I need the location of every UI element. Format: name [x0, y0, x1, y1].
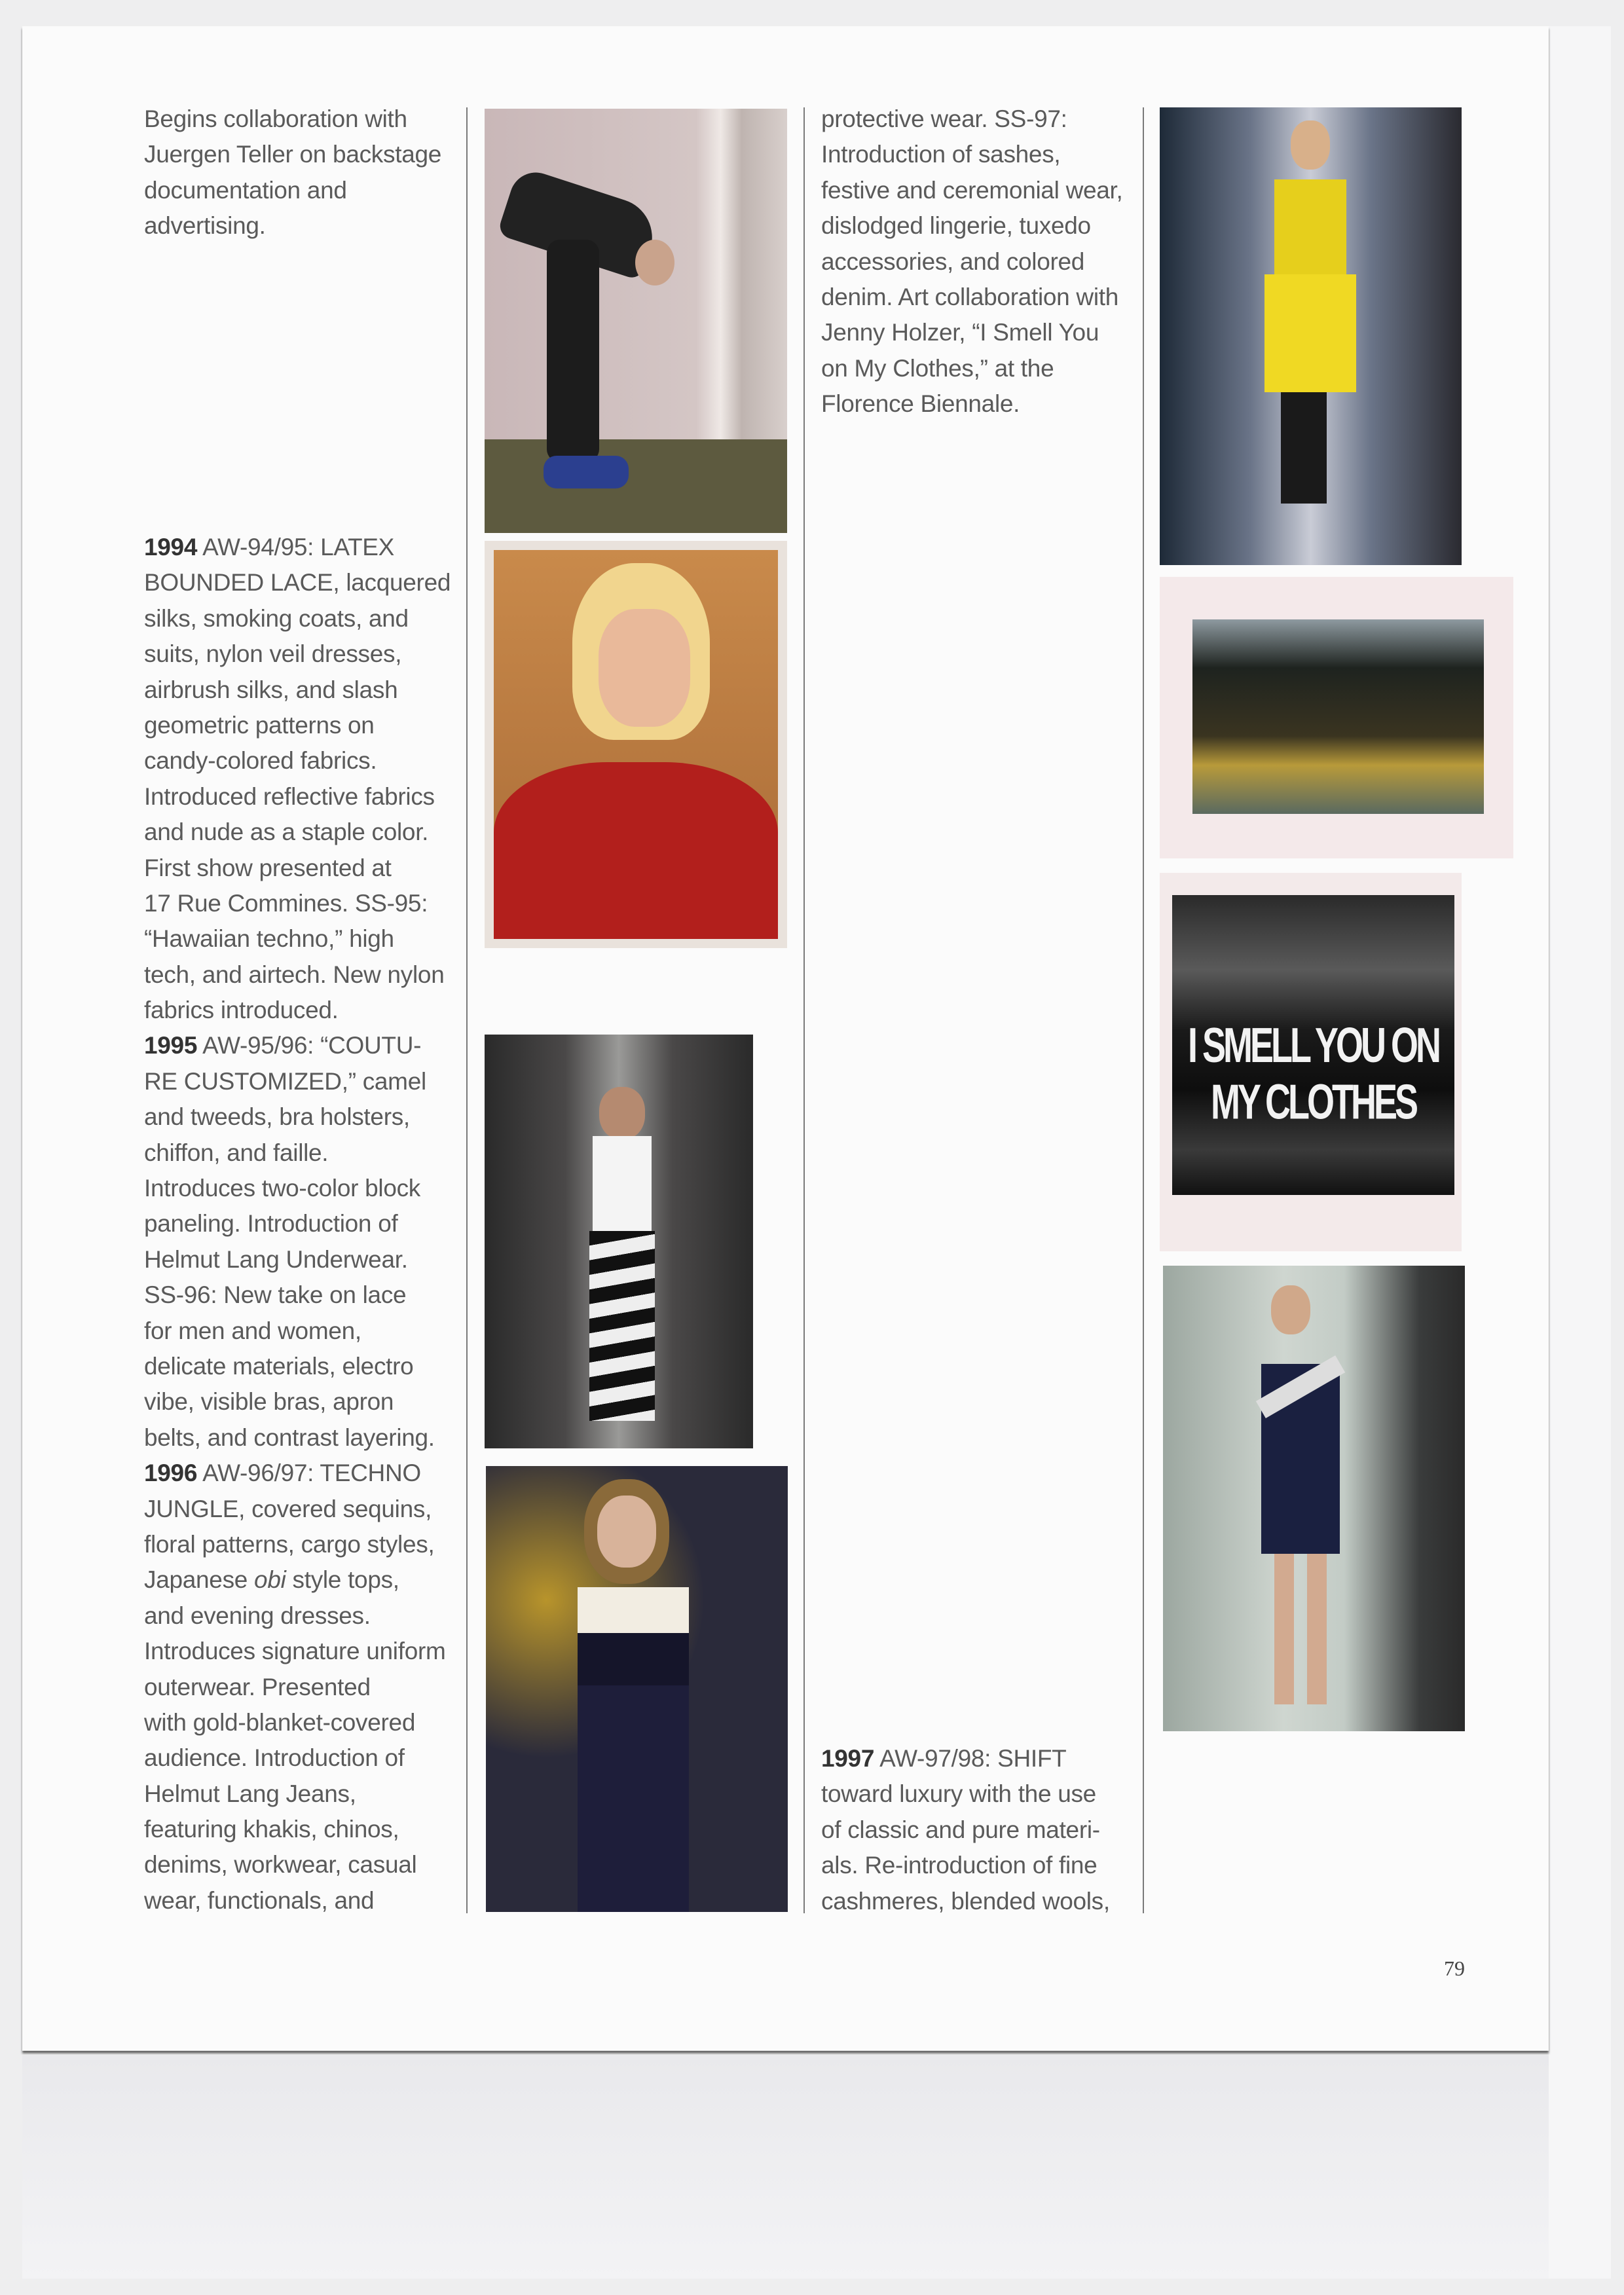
photo-runway-yellow-dress — [1160, 107, 1462, 565]
text-line — [821, 1776, 1110, 1812]
text-segment: Introduced reflective fabrics — [144, 782, 435, 810]
text-segment: 17 Rue Commines. SS-95: — [144, 889, 428, 917]
text-line — [144, 636, 451, 672]
text-line — [821, 315, 1123, 350]
text-segment: denim. Art collaboration with — [821, 283, 1119, 310]
text-segment: AW-94/95: LATEX — [197, 534, 395, 560]
text-line — [821, 351, 1123, 386]
text-line — [144, 921, 451, 957]
text-line — [144, 1847, 451, 1882]
text-line — [144, 1242, 451, 1277]
page-number: 79 — [1444, 1956, 1465, 1980]
year-label: 1997 — [821, 1745, 875, 1772]
text-segment: of classic and pure materi- — [821, 1816, 1100, 1843]
text-line — [144, 1812, 451, 1847]
text-line — [821, 1812, 1110, 1848]
text-line — [144, 1598, 451, 1634]
text-line — [144, 993, 451, 1028]
text-line: Begins collaboration with — [144, 105, 407, 132]
text-segment: festive and ceremonial wear, — [821, 176, 1123, 204]
photo-audience-gold-blankets — [1192, 619, 1484, 814]
text-segment: protective wear. SS-97: — [821, 105, 1067, 132]
text-line — [144, 1883, 451, 1919]
text-segment: First show presented at — [144, 854, 392, 881]
text-segment: suits, nylon veil dresses, — [144, 640, 402, 668]
photo-audience-gold-blankets-frame — [1160, 577, 1513, 858]
text-line — [144, 672, 451, 708]
text-segment: wear, functionals, and — [144, 1886, 375, 1914]
text-segment: toward luxury with the use — [821, 1780, 1096, 1808]
text-line — [144, 565, 451, 600]
text-segment: with gold-blanket-covered — [144, 1708, 416, 1736]
text-line — [144, 1527, 451, 1562]
text-line — [144, 1776, 451, 1812]
text-line — [144, 530, 451, 565]
text-line — [144, 1277, 451, 1313]
text-segment: and evening dresses. — [144, 1602, 371, 1629]
text-line — [144, 1670, 451, 1705]
text-line — [821, 244, 1123, 280]
text-line — [144, 1634, 451, 1669]
text-segment: on My Clothes,” at the — [821, 354, 1054, 382]
text-line — [821, 1884, 1110, 1919]
text-segment: JUNGLE, covered sequins, — [144, 1495, 432, 1522]
year-label: 1996 — [144, 1460, 198, 1487]
column-divider — [466, 107, 468, 1913]
text-segment: floral patterns, cargo styles, — [144, 1530, 435, 1558]
text-segment: AW-97/98: SHIFT — [874, 1745, 1067, 1772]
text-line — [144, 1099, 451, 1135]
text-line — [144, 851, 451, 886]
text-line — [144, 601, 451, 636]
text-line — [144, 1562, 451, 1598]
photo-blonde-model-red-top — [485, 541, 787, 948]
text-segment: outerwear. Presented — [144, 1673, 371, 1700]
text-segment: Helmut Lang Underwear. — [144, 1245, 408, 1273]
column-divider — [1143, 107, 1144, 1913]
text-segment: featuring khakis, chinos, — [144, 1816, 399, 1843]
text-line — [144, 1740, 451, 1776]
text-line — [144, 1171, 451, 1206]
text-segment: AW-95/96: “COUTU- — [197, 1032, 422, 1059]
text-line — [821, 173, 1123, 208]
column1-timeline-text — [144, 530, 451, 1919]
scan-background — [22, 2056, 1611, 2279]
text-line — [821, 101, 1123, 137]
text-segment: airbrush silks, and slash — [144, 676, 398, 703]
text-segment: Helmut Lang Jeans, — [144, 1780, 356, 1807]
text-line: documentation and — [144, 176, 347, 204]
photo-runway-navy-dress — [1163, 1266, 1465, 1731]
text-segment: paneling. Introduction of — [144, 1210, 398, 1238]
text-line — [144, 708, 451, 743]
column-divider — [803, 107, 805, 1913]
text-segment: Introduces two-color block — [144, 1175, 421, 1202]
text-segment: fabrics introduced. — [144, 997, 339, 1024]
text-line — [144, 1349, 451, 1384]
text-line — [821, 386, 1123, 422]
text-line — [144, 1064, 451, 1099]
text-segment: vibe, visible bras, apron — [144, 1388, 394, 1416]
photo-backstage-bending-model — [485, 109, 787, 533]
italic-term: obi — [254, 1566, 286, 1594]
text-line — [144, 1135, 451, 1171]
text-segment: and tweeds, bra holsters, — [144, 1103, 410, 1131]
text-line — [821, 1848, 1110, 1883]
photo-holzer-artwork-frame — [1160, 873, 1462, 1251]
text-line — [144, 1384, 451, 1420]
year-label: 1994 — [144, 534, 198, 560]
photo-runway-gold-blanket-audience — [486, 1466, 788, 1912]
holzer-artwork-text: I SMELL YOU ON MY CLOTHES — [1187, 1018, 1439, 1130]
text-segment: tech, and airtech. New nylon — [144, 961, 445, 988]
text-segment: Introduction of sashes, — [821, 141, 1061, 168]
text-line — [144, 743, 451, 779]
text-segment: and nude as a staple color. — [144, 818, 429, 846]
text-segment: Japanese — [144, 1566, 255, 1594]
text-segment: candy-colored fabrics. — [144, 747, 377, 775]
text-segment: Jenny Holzer, “I Smell You — [821, 319, 1099, 346]
text-segment: BOUNDED LACE, lacquered — [144, 569, 451, 597]
text-segment: Introduces signature uniform — [144, 1638, 446, 1665]
text-segment: for men and women, — [144, 1317, 361, 1344]
text-line — [144, 886, 451, 921]
text-segment: denims, workwear, casual — [144, 1851, 417, 1879]
text-segment: dislodged lingerie, tuxedo — [821, 212, 1091, 240]
photo-runway-striped-trousers — [485, 1035, 753, 1448]
text-segment: accessories, and colored — [821, 248, 1085, 275]
text-line — [144, 1456, 451, 1491]
text-segment: chiffon, and faille. — [144, 1139, 329, 1166]
text-line — [144, 1420, 451, 1456]
text-segment: audience. Introduction of — [144, 1744, 405, 1772]
column1-intro-text — [144, 101, 441, 244]
text-segment: cashmeres, blended wools, — [821, 1887, 1110, 1915]
text-segment: delicate materials, electro — [144, 1352, 414, 1380]
text-line — [144, 1705, 451, 1740]
text-line — [144, 779, 451, 815]
photo-holzer-artwork — [1172, 895, 1454, 1195]
text-segment: belts, and contrast layering. — [144, 1423, 435, 1451]
text-segment: style tops, — [286, 1566, 399, 1594]
text-segment: “Hawaiian techno,” high — [144, 925, 394, 953]
text-segment: geometric patterns on — [144, 711, 375, 739]
text-line — [821, 280, 1123, 315]
text-line: advertising. — [144, 212, 266, 240]
text-line — [821, 1741, 1110, 1776]
text-segment: AW-96/97: TECHNO — [197, 1460, 421, 1487]
text-line: Juergen Teller on backstage — [144, 141, 442, 168]
text-line — [144, 815, 451, 850]
text-line — [144, 1206, 451, 1241]
scan-edge — [1549, 26, 1611, 2279]
text-line — [821, 137, 1123, 172]
text-segment: RE CUSTOMIZED,” camel — [144, 1067, 426, 1095]
text-line — [144, 1313, 451, 1349]
text-line — [144, 1028, 451, 1063]
text-line — [821, 208, 1123, 244]
text-segment: als. Re-introduction of fine — [821, 1852, 1098, 1879]
text-segment: Florence Biennale. — [821, 390, 1020, 418]
text-segment: SS-96: New take on lace — [144, 1281, 407, 1309]
year-label: 1995 — [144, 1032, 198, 1059]
column3-text-continued — [821, 101, 1123, 422]
column3-text-1997 — [821, 1741, 1110, 1919]
text-segment: silks, smoking coats, and — [144, 604, 409, 632]
text-line — [144, 1492, 451, 1527]
text-line — [144, 957, 451, 993]
